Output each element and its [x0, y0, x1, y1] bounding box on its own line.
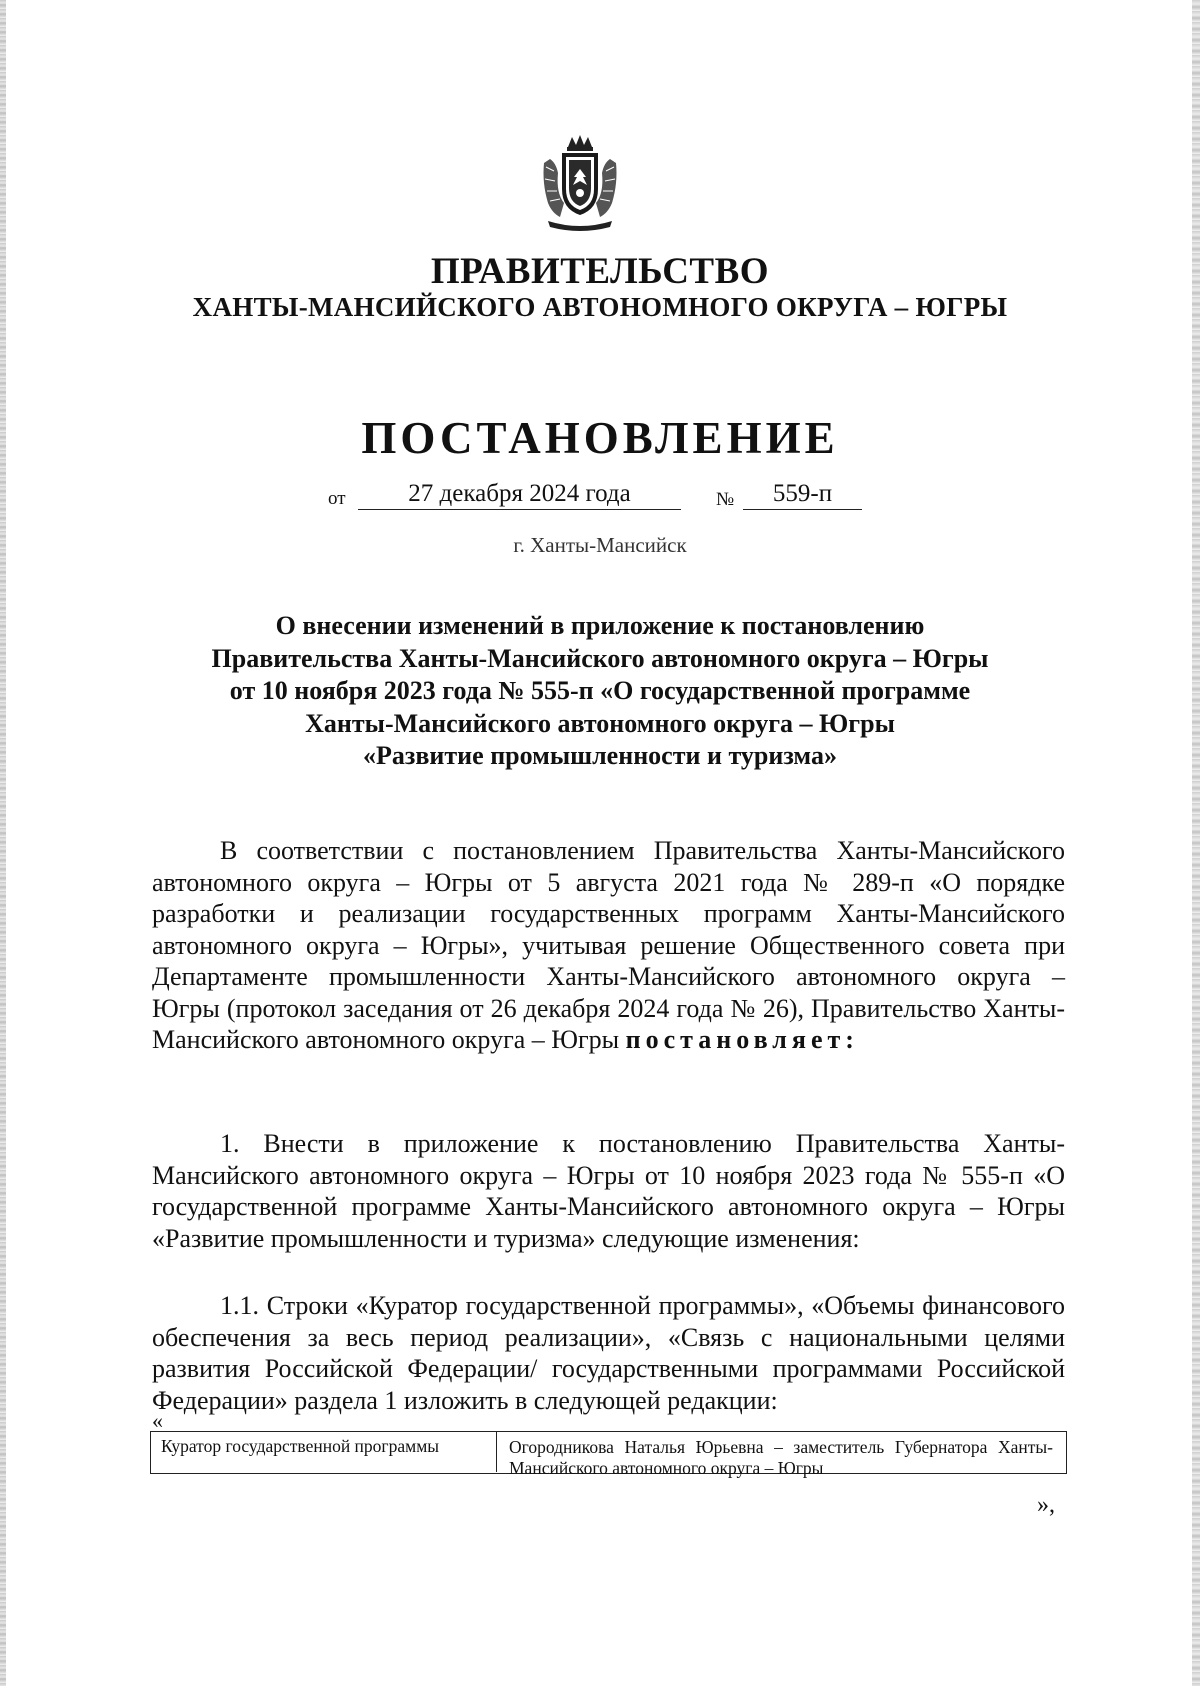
date-prefix: от [328, 488, 346, 509]
preamble-text: В соответствии с постановлением Правительства Ханты-Мансийского автономного округа – Югры от 5 августа 2021 года № 289-п «О порядке разработки и реализации государственных программ Ханты-Мансийского автономного округа – Югры», учитывая решение Общественного совета при Департаменте промышленности Ханты-Мансийского автономного округа – Югры (протокол заседания от 26 декабря 2024 года № 26), Правительство Ханты-Мансийского автономного округа – Югры [152, 836, 1065, 1054]
government-title: ПРАВИТЕЛЬСТВО [430, 251, 770, 292]
item-1-1-paragraph [152, 1290, 1065, 1416]
issuing-city: г. Ханты-Мансийск [513, 533, 687, 557]
heading-line: от 10 ноября 2023 года № 555-п «О государственной программе [229, 676, 971, 705]
coat-of-arms-emblem [540, 133, 620, 233]
document-type: ПОСТАНОВЛЕНИЕ [361, 413, 839, 463]
open-quote: « [152, 1408, 163, 1433]
item-1-text: 1. Внести в приложение к постановлению Правительства Ханты-Мансийского автономного округа – Югры от 10 ноября 2023 года № 555-п «О государственной программе Ханты-Мансийского автономного округа – Югры «Развитие промышленности и туризма» следующие изменения: [152, 1129, 1065, 1253]
heading-line: Ханты-Мансийского автономного округа – Югры [305, 708, 895, 738]
date-number-row [0, 480, 1200, 516]
document-date: 27 декабря 2024 года [358, 480, 681, 510]
government-subtitle: ХАНТЫ-МАНСИЙСКОГО АВТОНОМНОГО ОКРУГА – ЮГРЫ [192, 292, 1008, 322]
number-sign: № [716, 489, 735, 510]
resolves-word: постановляет: [625, 1025, 859, 1054]
table-value-cell: Огородникова Наталья Юрьевна – заместитель Губернатора Ханты-Мансийского автономного округа – Югры [509, 1437, 1053, 1478]
close-quote: », [1037, 1492, 1055, 1518]
heading-line: Правительства Ханты-Мансийского автономного округа – Югры [211, 643, 989, 673]
curator-table [150, 1431, 1067, 1478]
heading-line: О внесении изменений в приложение к постановлению [275, 611, 925, 640]
item-1-paragraph [152, 1128, 1065, 1254]
document-heading [150, 610, 1050, 773]
table-label-cell: Куратор государственной программы [151, 1432, 497, 1472]
heading-line: «Развитие промышленности и туризма» [363, 741, 837, 770]
item-1-1-text: 1.1. Строки «Куратор государственной программы», «Объемы финансового обеспечения за весь период реализации», «Связь с национальными целями развития Российской Федерации/ государственными программами Российской Федерации» раздела 1 изложить в следующей редакции: [152, 1291, 1065, 1415]
document-number: 559-п [743, 480, 862, 510]
preamble-paragraph [152, 835, 1065, 1056]
